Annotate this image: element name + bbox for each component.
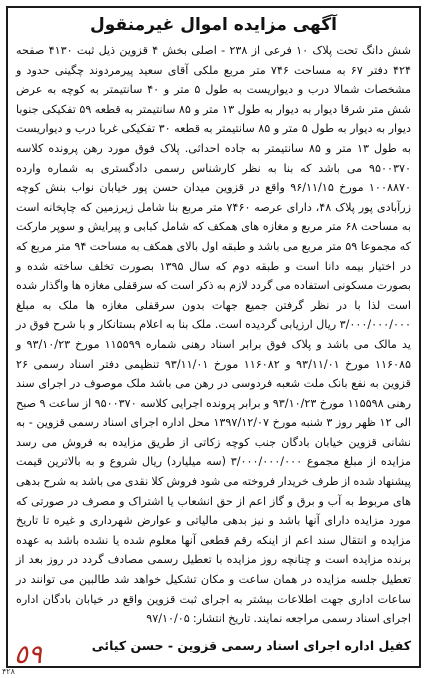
notice-body: شش دانگ تحت پلاک ۱۰ فرعی از ۲۳۸ - اصلی بخش ۴ قزوین ذیل ثبت ۴۱۳۰ صفحه ۴۲۴ دفتر ۶۷ به مساحت ۷۴۶ متر مربع ملکی آقای سعید پیرمردوند چگینی حدود و مشخصات شمالا درب و دیواریست به طول ۵ متر و ۴۰ سانتیمتر به کوچه به عرض شش متر شرقا دیوار به دیوار به طول ۱۳ متر و ۸۵ سانتیمتر به قطعه ۵۹ تفکیکی جنوبا دیوار به دیوار به طول ۵ متر و ۸۵ سانتیمتر به قطعه ۳۰ تفکیکی غربا درب و دیواریست به طول ۱۳ متر و ۸۵ سانتیمتر به جاده احداثی. پلاک فوق مورد رهن پرونده کلاسه ۹۵۰۰۳۷۰ می باشد که بنا به نظر کارشناس رسمی دادگستری به شماره وارده ۱۰۰۸۸۷۰ مورخ ۹۶/۱۱/۱۵ واقع در قزوین میدان حسن پور خیابان نواب بنش کوچه زرآبادی پور پلاک ۴۸، دارای عرصه ۷۴۶۰ متر مربع بنا شامل زیرزمین که چاپخانه است به مساحت ۶۸ متر مربع و مغازه های همکف که شامل کبابی و پیرایش و سوپر مارکت که مجموعا ۵۹ متر مربع می باشد و طبقه اول بالای همکف به مساحت ۹۴ متر مربع که در اختیار بیمه دانا است و طبقه دوم که سال ۱۳۹۵ بصورت تخلف ساخته شده و بصورت مسکونی استفاده می گردد لازم به ذکر است که سرقفلی مغازه ها واگذار شده است لذا با در نظر گرفتن جمیع جهات بدون سرقفلی مغازه ها ملک به مبلغ ۳/۰۰۰/۰۰۰/۰۰۰ ریال ارزیابی گردیده است. ملک بنا به اعلام بستانکار و با شرح فوق در ید مالک می باشد و پلاک فوق برابر اسناد رهنی شماره ۱۱۵۵۹۹ مورخ ۹۳/۱۰/۲۳ و ۱۱۶۰۸۵ مورخ ۹۳/۱۱/۰۱ و ۱۱۶۰۸۲ مورخ ۹۳/۱۱/۰۱ تنظیمی دفتر اسناد رسمی ۲۶ قزوین به نفع بانک ملت شعبه فردوسی در رهن می باشد ملک موصوف در اجرای سند رهنی ۱۱۵۵۹۸ مورخ ۹۳/۱۰/۲۳ و برابر پرونده اجرایی کلاسه ۹۵۰۰۳۷۰ از ساعت ۹ صبح الی ۱۲ ظهر روز ۳ شنبه مورخ ۱۳۹۷/۱۲/۰۷ محل اداره اجرای اسناد رسمی قزوین - به نشانی قزوین خیابان بادگان جنب کوچه زکاتی از طریق مزایده به فروش می رسد مزایده از مبلغ مجموع ۳/۰۰۰/۰۰۰/۰۰۰ (سه میلیارد) ریال شروع و به بالاترین قیمت پیشنهاد شده از طرف خریدار فروخته می شود فروش کلا نقدی می باشد به شرح بدهی های مربوط به آب و برق و گاز اعم از حق انشعاب یا اشتراک و مصرف در صورتی که مورد مزایده دارای آنها باشد و نیز بدهی مالیاتی و عوارض شهرداری و غیره تا تاریخ مزایده و انتقال سند اعم از اینکه رقم قطعی آنها معلوم شده یا نشده باشد به عهده برنده مزایده است و چنانچه روز مزایده با تعطیل رسمی مصادف گردد در روز بعد از تعطیل جلسه مزایده در همان ساعت و مکان تشکیل خواهد شد طالبین می توانند در ساعات اداری جهت اطلاعات بیشتر به اجرای ثبت قزوین واقع در خیابان بادگان اداره اجرای اسناد رسمی مراجعه نمایند. تاریخ انتشار: ۹۷/۱۰/۰۵ [16, 44, 412, 626]
page-number: ۴۲۸ [2, 667, 15, 676]
auction-notice [6, 6, 421, 668]
notice-signature: کفیل اداره اجرای اسناد رسمی قزوین - حسن کیائی [91, 637, 411, 653]
notice-title: آگهی مزایده اموال غیرمنقول [90, 15, 337, 35]
handwritten-stamp: ٥٩ [14, 640, 42, 670]
